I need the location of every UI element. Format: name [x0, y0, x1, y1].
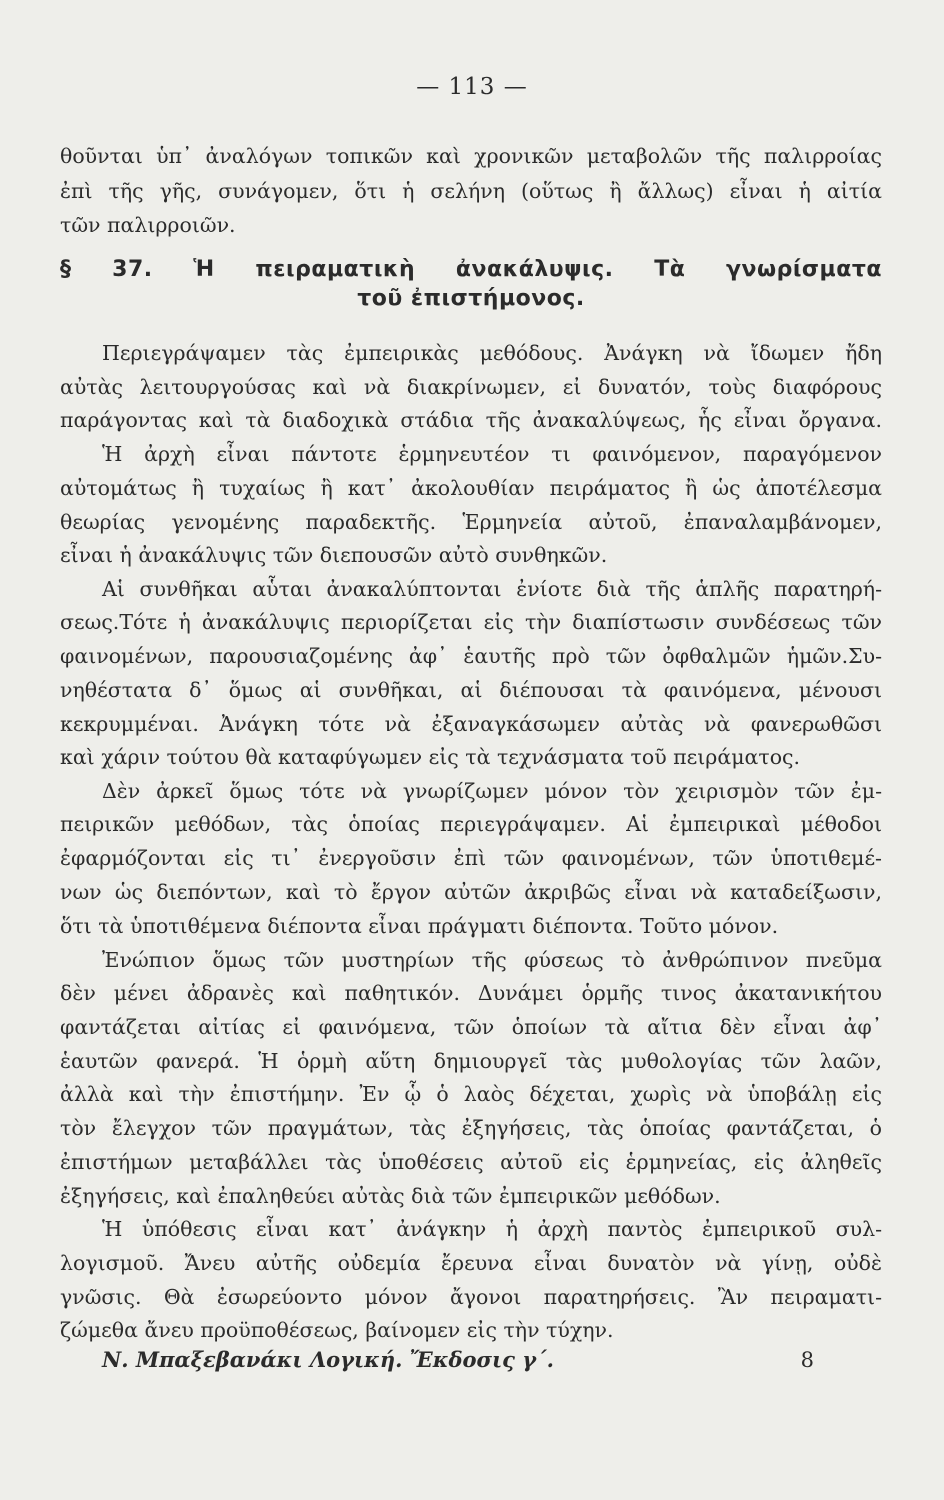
text-line: ἀλλὰ καὶ τὴν ἐπιστήμην. Ἐν ᾧ ὁ λαὸς δέχεται, χωρὶς νὰ ὑποβάλῃ εἰς: [60, 1082, 882, 1106]
page-footer: [102, 1345, 882, 1375]
section-heading-continued: τοῦ ἐπιστήμονος.: [357, 286, 585, 311]
text-line: Αἱ συνθῆκαι αὗται ἀνακαλύπτονται ἐνίοτε διὰ τῆς ἁπλῆς παρατηρή-: [102, 577, 882, 601]
text-line: ἐπὶ τῆς γῆς, συνάγομεν, ὅτι ἡ σελήνη (οὕτως ἢ ἄλλως) εἶναι ἡ αἰτία: [60, 179, 882, 203]
sheet-number: 8: [800, 1348, 814, 1372]
text-line: Ἡ ὑπόθεσις εἶναι κατ᾽ ἀνάγκην ἡ ἀρχὴ παντὸς ἐμπειρικοῦ συλ-: [102, 1217, 882, 1241]
text-line: κεκρυμμέναι. Ἀνάγκη τότε νὰ ἐξαναγκάσωμεν αὐτὰς νὰ φανερωθῶσι: [60, 712, 882, 736]
text-line: φαντάζεται αἰτίας εἰ φαινόμενα, τῶν ὁποίων τὰ αἴτια δὲν εἶναι ἀφ᾽: [60, 1015, 882, 1039]
section-heading: § 37. Ἡ πειραματικὴ ἀνακάλυψις. Τὰ γνωρίσματα: [60, 257, 882, 282]
text-line: ζώμεθα ἄνευ προϋποθέσεως, βαίνομεν εἰς τὴν τύχην.: [60, 1318, 614, 1342]
book-signature: Ν. Μπαξεβανάκι Λογική. Ἔκδοσις γ΄.: [102, 1347, 554, 1372]
text-line: νηθέστατα δ᾽ ὅμως αἱ συνθῆκαι, αἱ διέπουσαι τὰ φαινόμενα, μένουσι: [60, 678, 882, 702]
text-line: αὐτομάτως ἢ τυχαίως ἢ κατ᾽ ἀκολουθίαν πειράματος ἢ ὡς ἀποτέλεσμα: [60, 476, 882, 500]
text-line: θεωρίας γενομένης παραδεκτῆς. Ἑρμηνεία αὐτοῦ, ἐπαναλαμβάνομεν,: [60, 510, 882, 534]
text-line: σεως.Τότε ἡ ἀνακάλυψις περιορίζεται εἰς τὴν διαπίστωσιν συνδέσεως τῶν: [60, 610, 882, 634]
text-line: ἐξηγήσεις, καὶ ἐπαληθεύει αὐτὰς διὰ τῶν ἐμπειρικῶν μεθόδων.: [60, 1184, 721, 1208]
text-line: Περιεγράψαμεν τὰς ἐμπειρικὰς μεθόδους. Ἀνάγκη νὰ ἴδωμεν ἤδη: [102, 341, 882, 365]
text-line: τῶν παλιρροιῶν.: [60, 213, 236, 237]
page-number: — 113 —: [416, 74, 528, 100]
text-line: ὅτι τὰ ὑποτιθέμενα διέποντα εἶναι πράγματι διέποντα. Τοῦτο μόνον.: [60, 914, 779, 938]
text-line: θοῦνται ὑπ᾽ ἀναλόγων τοπικῶν καὶ χρονικῶν μεταβολῶν τῆς παλιρροίας: [60, 144, 882, 168]
text-line: ἐπιστήμων μεταβάλλει τὰς ὑποθέσεις αὐτοῦ εἰς ἑρμηνείας, εἰς ἀληθεῖς: [60, 1150, 882, 1174]
text-line: καὶ χάριν τούτου θὰ καταφύγωμεν εἰς τὰ τεχνάσματα τοῦ πειράματος.: [60, 745, 801, 769]
text-line: εἶναι ἡ ἀνακάλυψις τῶν διεπουσῶν αὐτὸ συνθηκῶν.: [60, 543, 608, 567]
text-line: πειρικῶν μεθόδων, τὰς ὁποίας περιεγράψαμεν. Αἱ ἐμπειρικαὶ μέθοδοι: [60, 812, 882, 836]
text-line: Ἡ ἀρχὴ εἶναι πάντοτε ἑρμηνευτέον τι φαινόμενον, παραγόμενον: [102, 442, 882, 466]
text-line: Ἐνώπιον ὅμως τῶν μυστηρίων τῆς φύσεως τὸ ἀνθρώπινον πνεῦμα: [102, 948, 882, 972]
text-line: νων ὡς διεπόντων, καὶ τὸ ἔργον αὐτῶν ἀκριβῶς εἶναι νὰ καταδείξωσιν,: [60, 880, 882, 904]
text-line: παράγοντας καὶ τὰ διαδοχικὰ στάδια τῆς ἀνακαλύψεως, ἧς εἶναι ὄργανα.: [60, 408, 882, 432]
text-line: δὲν μένει ἀδρανὲς καὶ παθητικόν. Δυνάμει ὁρμῆς τινος ἀκατανικήτου: [60, 981, 882, 1005]
text-line: λογισμοῦ. Ἄνευ αὐτῆς οὐδεμία ἔρευνα εἶναι δυνατὸν νὰ γίνῃ, οὐδὲ: [60, 1251, 882, 1275]
text-line: τὸν ἔλεγχον τῶν πραγμάτων, τὰς ἐξηγήσεις, τὰς ὁποίας φαντάζεται, ὁ: [60, 1116, 882, 1140]
text-line: φαινομένων, παρουσιαζομένης ἀφ᾽ ἑαυτῆς πρὸ τῶν ὀφθαλμῶν ἡμῶν.Συ-: [60, 644, 882, 668]
text-line: αὐτὰς λειτουργούσας καὶ νὰ διακρίνωμεν, εἰ δυνατόν, τοὺς διαφόρους: [60, 375, 882, 399]
text-line: Δὲν ἀρκεῖ ὅμως τότε νὰ γνωρίζωμεν μόνον τὸν χειρισμὸν τῶν ἐμ-: [102, 779, 882, 803]
text-line: ἑαυτῶν φανερά. Ἡ ὁρμὴ αὕτη δημιουργεῖ τὰς μυθολογίας τῶν λαῶν,: [60, 1049, 882, 1073]
text-line: γνῶσις. Θὰ ἐσωρεύοντο μόνον ἄγονοι παρατηρήσεις. Ἂν πειραματι-: [60, 1285, 882, 1309]
text-line: ἐφαρμόζονται εἰς τι᾽ ἐνεργοῦσιν ἐπὶ τῶν φαινομένων, τῶν ὑποτιθεμέ-: [60, 846, 882, 870]
